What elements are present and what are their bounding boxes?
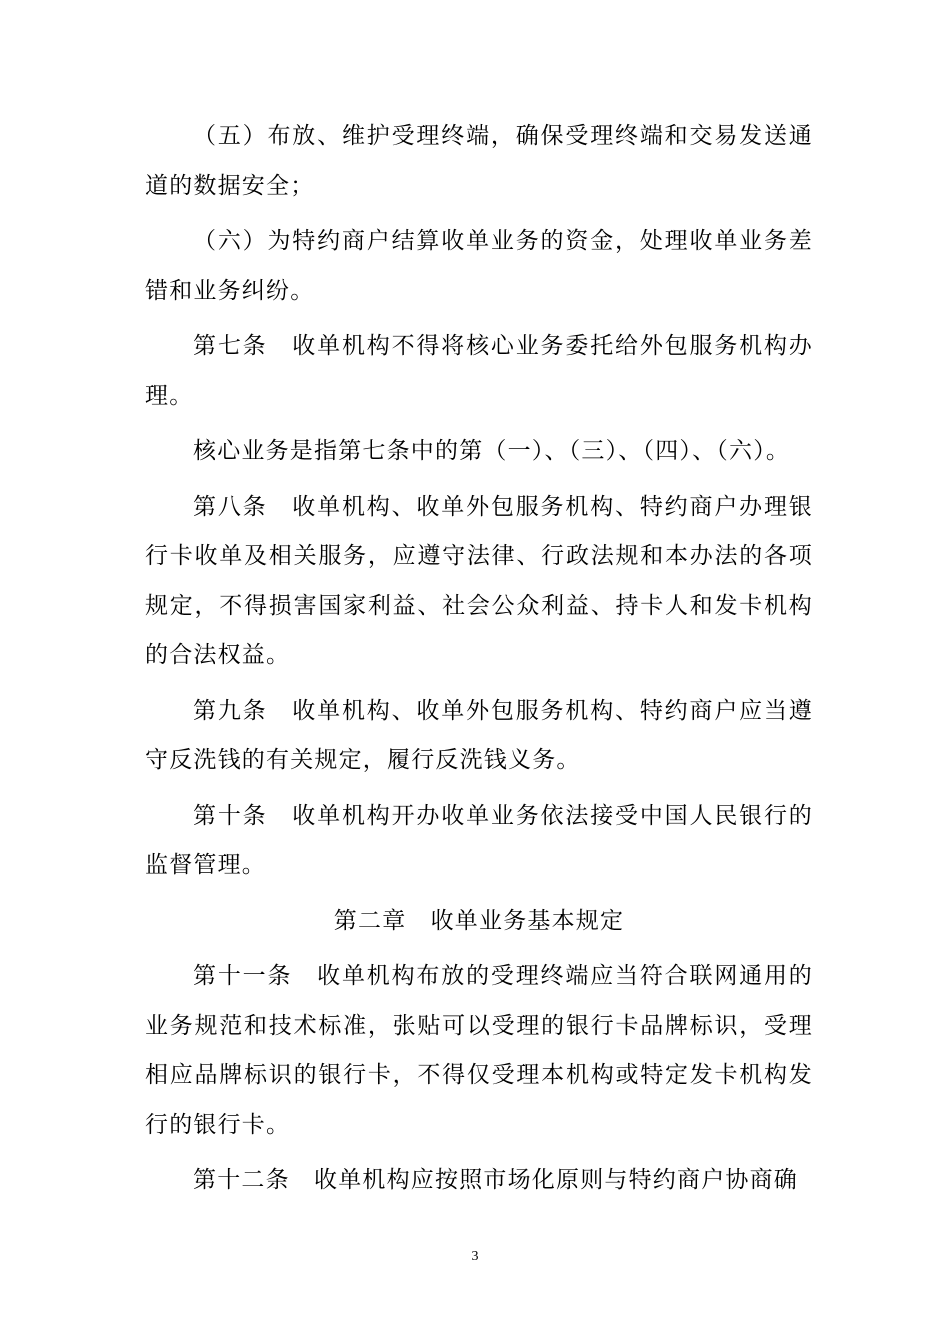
chapter-heading: 第二章 收单业务基本规定 xyxy=(333,907,625,934)
article-9: 第九条 收单机构、收单外包服务机构、特约商户应当遵守反洗钱的有关规定，履行反洗钱义务。 xyxy=(145,697,813,773)
paragraph-item-6: （六）为特约商户结算收单业务的资金，处理收单业务差错和业务纠纷。 xyxy=(145,228,813,304)
article-11: 第十一条 收单机构布放的受理终端应当符合联网通用的业务规范和技术标准，张贴可以受理的银行卡品牌标识，受理相应品牌标识的银行卡，不得仅受理本机构或特定发卡机构发行的银行卡。 xyxy=(145,963,813,1138)
article-12: 第十二条 收单机构应按照市场化原则与特约商户协商确 xyxy=(193,1167,798,1193)
article-8: 第八条 收单机构、收单外包服务机构、特约商户办理银行卡收单及相关服务，应遵守法律、行政法规和本办法的各项规定，不得损害国家利益、社会公众利益、持卡人和发卡机构的合法权益。 xyxy=(145,493,813,668)
article-7: 第七条 收单机构不得将核心业务委托给外包服务机构办理。 xyxy=(145,333,813,409)
document-body xyxy=(145,112,813,1212)
page-number: 3 xyxy=(471,1249,479,1264)
article-10: 第十条 收单机构开办收单业务依法接受中国人民银行的监督管理。 xyxy=(145,802,813,878)
core-business-definition: 核心业务是指第七条中的第（一）、（三）、（四）、（六）。 xyxy=(193,438,791,464)
paragraph-item-5: （五）布放、维护受理终端，确保受理终端和交易发送通道的数据安全； xyxy=(145,123,813,199)
